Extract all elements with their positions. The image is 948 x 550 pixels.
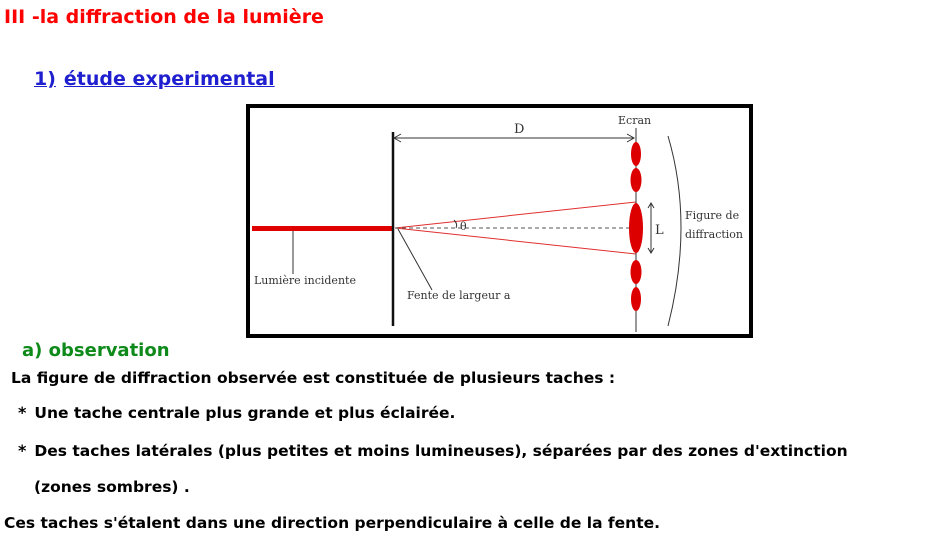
list-item-text: Une tache centrale plus grande et plus éclairée. [34,404,456,422]
list-item [18,403,455,422]
width-label: L [655,223,664,238]
section-title: III -la diffraction de la lumière [4,6,324,28]
list-item-continuation: (zones sombres) . [34,478,190,496]
diffraction-spot [631,168,642,192]
diffraction-diagram [246,104,753,338]
incident-laser-beam [252,226,394,231]
bullet-marker: * [18,403,27,422]
observation-heading: a) observation [22,340,170,361]
subsection-title: étude experimental [63,68,275,90]
bullet-marker: * [18,441,27,460]
subsection-number: 1) [34,68,56,90]
distance-label: D [514,122,525,137]
figure-label-line1: Figure de [685,209,740,222]
subsection-heading [34,68,275,90]
figure-label-line2: diffraction [685,228,743,241]
diffraction-spot [631,142,641,166]
observation-intro: La figure de diffraction observée est constituée de plusieurs taches : [11,369,616,387]
diffraction-spot [631,287,641,311]
list-item-text: Des taches latérales (plus petites et moins lumineuses), séparées par des zones d'extinction [34,442,848,460]
incident-light-label: Lumière incidente [254,274,356,287]
slit-label: Fente de largeur a [407,289,511,302]
conclusion: Ces taches s'étalent dans une direction perpendiculaire à celle de la fente. [4,514,661,532]
list-item [18,441,848,460]
diffraction-spot [631,260,642,284]
central-diffraction-spot [629,203,643,253]
screen-label: Ecran [618,114,652,127]
angle-label: θ [460,220,467,233]
